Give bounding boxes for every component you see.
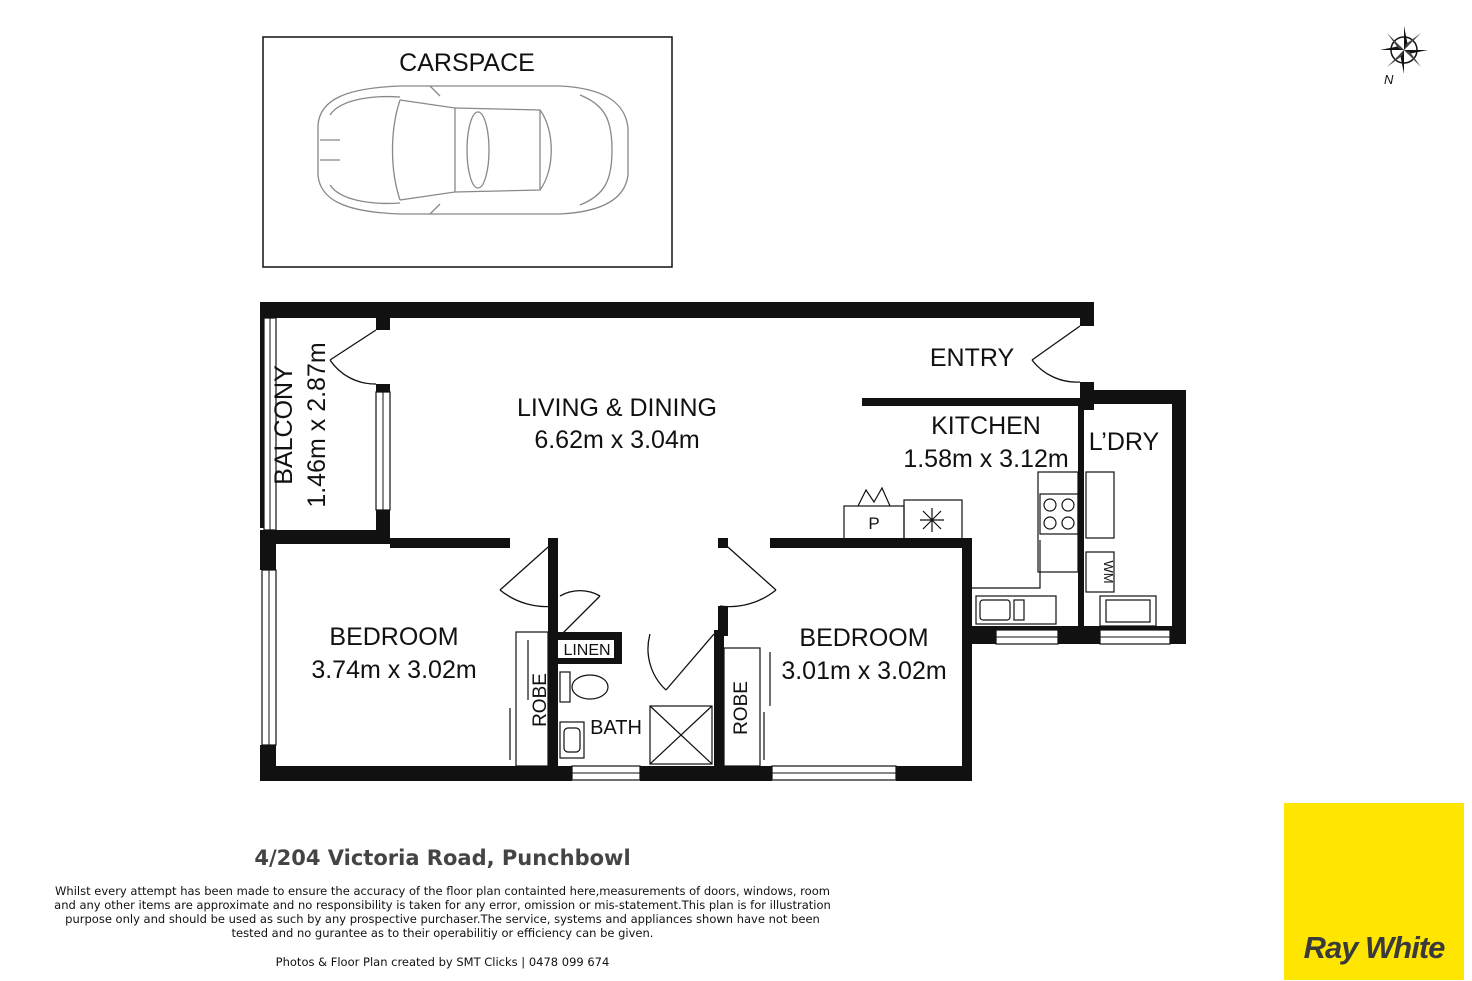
kitchen-size: 1.58m x 3.12m (903, 445, 1069, 473)
living-size: 6.62m x 3.04m (534, 426, 700, 454)
carspace-label: CARSPACE (399, 49, 535, 77)
disclaimer-line: Whilst every attempt has been made to ensure the accuracy of the floor plan containted here,measurements of doors, windows, room (55, 884, 830, 898)
bedroom1-size: 3.74m x 3.02m (311, 656, 477, 684)
bath-label: BATH (590, 717, 642, 739)
ray-white-logo (1284, 803, 1464, 980)
disclaimer (30, 884, 855, 940)
bedroom2-name: BEDROOM (799, 624, 929, 652)
laundry-label: L’DRY (1088, 428, 1160, 456)
cooktop-icon (1038, 472, 1078, 572)
toilet-icon (560, 672, 608, 702)
laundry-fixtures (1086, 472, 1156, 626)
kitchen-name: KITCHEN (931, 412, 1041, 440)
robe-right-label: ROBE (731, 681, 752, 735)
fridge-icon (904, 500, 962, 540)
bedroom1-name: BEDROOM (329, 623, 459, 651)
linen-label: LINEN (563, 642, 611, 659)
photo-credit: Photos & Floor Plan created by SMT Clicks | 0478 099 674 (275, 955, 610, 969)
kitchen-bench (972, 540, 1056, 624)
property-address: 4/204 Victoria Road, Punchbowl (254, 846, 631, 870)
car-icon (318, 86, 628, 214)
entry-label: ENTRY (929, 344, 1015, 372)
bedroom2-size: 3.01m x 3.02m (781, 657, 947, 685)
shower-icon (650, 706, 712, 764)
balcony-size: 1.46m x 2.87m (303, 342, 331, 508)
disclaimer-line: and any other items are approximate and no responsibility is taken for any error, omission or mis-statement.This plan is for illustration (54, 898, 831, 912)
living-name: LIVING & DINING (516, 394, 718, 422)
disclaimer-line: tested and no gurantee as to their operabilitiy or efficiency can be given. (231, 926, 654, 940)
compass-north-label: N (1384, 72, 1394, 87)
pantry-label: P (868, 514, 880, 533)
brand-name: Ray White (1303, 930, 1445, 965)
disclaimer-line: purpose only and should be used as such by any prospective purchaser.The service, systems and appliances shown have not been (65, 912, 820, 926)
compass-rose-icon (1380, 26, 1428, 74)
robe-left-label: ROBE (530, 673, 551, 727)
balcony-name: BALCONY (270, 365, 298, 485)
washing-machine-label: WM (1101, 560, 1116, 584)
basin-icon (560, 722, 584, 758)
